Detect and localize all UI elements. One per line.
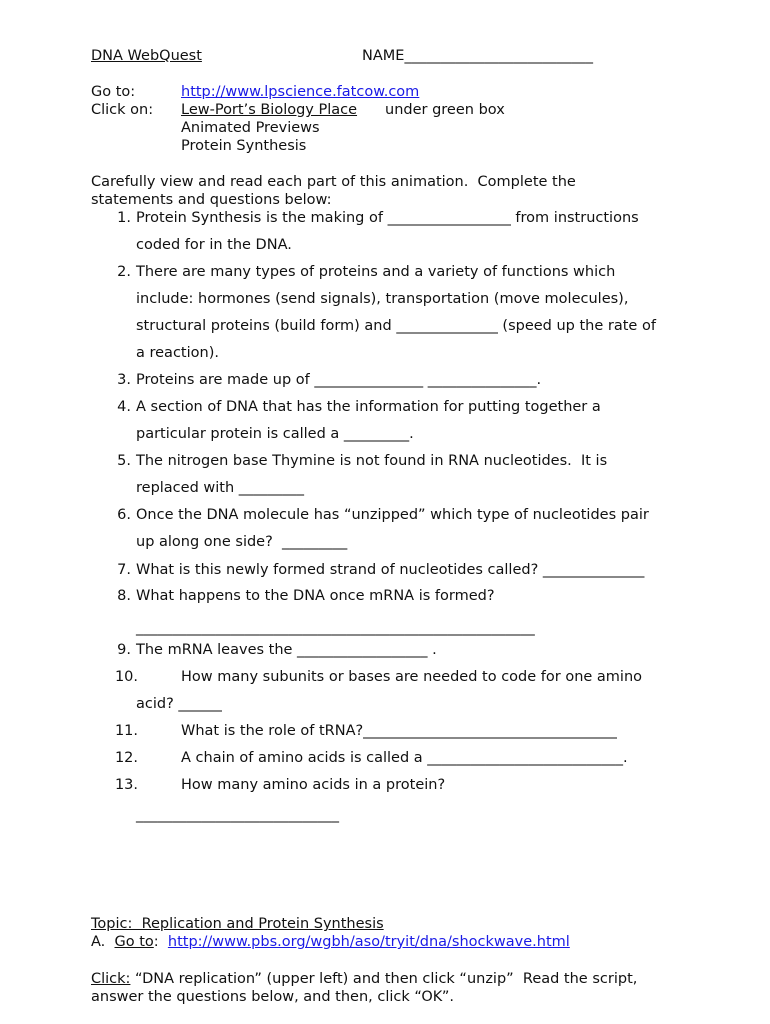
lpscience-link[interactable]: http://www.lpscience.fatcow.com — [181, 84, 420, 100]
question-text: replaced with _________ — [136, 480, 305, 496]
step-a-prefix: A. — [91, 934, 115, 950]
question-number: 8. — [117, 588, 131, 604]
animated-previews-step: Animated Previews — [181, 120, 320, 136]
question-text: What is this newly formed strand of nucleotides called? ______________ — [136, 562, 645, 578]
question-number: 3. — [117, 372, 131, 388]
click-on-label: Click on: — [91, 102, 154, 118]
question-number: 13. — [114, 777, 138, 793]
biology-place-link[interactable]: Lew-Port’s Biology Place — [181, 102, 358, 118]
topic-click-text: “DNA replication” (upper left) and then click “unzip” Read the script, — [130, 971, 638, 987]
topic-click-line — [91, 970, 637, 988]
question-text: a reaction). — [136, 345, 219, 361]
question-text: The mRNA leaves the __________________ . — [136, 642, 437, 658]
question-number: 7. — [117, 562, 131, 578]
question-text: _______________________________________________________ — [136, 620, 535, 636]
question-text: Once the DNA molecule has “unzipped” which type of nucleotides pair — [136, 507, 649, 523]
question-number: 4. — [117, 399, 131, 415]
question-text: A section of DNA that has the information for putting together a — [136, 399, 601, 415]
question-number: 11. — [114, 723, 138, 739]
question-text: What is the role of tRNA?___________________________________ — [181, 723, 617, 739]
pbs-shockwave-link[interactable]: http://www.pbs.org/wgbh/aso/tryit/dna/shockwave.html — [167, 934, 570, 950]
question-text: include: hormones (send signals), transportation (move molecules), — [136, 291, 629, 307]
instructions-line-1: Carefully view and read each part of this animation. Complete the — [91, 174, 576, 190]
goto-label: Go to: — [91, 84, 136, 100]
question-text: coded for in the DNA. — [136, 237, 292, 253]
topic-goto-label: Go to — [114, 934, 154, 950]
question-text: up along one side? _________ — [136, 534, 348, 550]
question-number: 10. — [114, 669, 138, 685]
question-text: How many amino acids in a protein? — [181, 777, 446, 793]
question-text: particular protein is called a _________. — [136, 426, 414, 442]
name-field-label: NAME__________________________ — [362, 48, 593, 64]
topic-click-line-2: answer the questions below, and then, click “OK”. — [91, 989, 454, 1005]
question-text: Protein Synthesis is the making of _________________ from instructions — [136, 210, 639, 226]
question-text: A chain of amino acids is called a ___________________________. — [181, 750, 628, 766]
question-number: 9. — [117, 642, 131, 658]
question-text: What happens to the DNA once mRNA is formed? — [136, 588, 495, 604]
question-continuation: acid? ______ — [136, 696, 222, 712]
topic-click-label: Click: — [91, 971, 131, 987]
question-text: The nitrogen base Thymine is not found in RNA nucleotides. It is — [136, 453, 608, 469]
question-number: 12. — [114, 750, 138, 766]
question-text: Proteins are made up of _______________ _______________. — [136, 372, 542, 388]
topic-goto-colon: : — [153, 934, 168, 950]
question-number: 6. — [117, 507, 131, 523]
question-continuation: ____________________________ — [136, 807, 339, 823]
topic-heading: Topic: Replication and Protein Synthesis — [91, 916, 384, 932]
question-number: 5. — [117, 453, 131, 469]
question-number: 2. — [117, 264, 131, 280]
question-text: There are many types of proteins and a variety of functions which — [136, 264, 616, 280]
protein-synthesis-step: Protein Synthesis — [181, 138, 307, 154]
question-number: 1. — [117, 210, 131, 226]
instructions-line-2: statements and questions below: — [91, 192, 332, 208]
topic-goto-line — [91, 933, 570, 951]
question-text: How many subunits or bases are needed to code for one amino — [181, 669, 643, 685]
green-box-note: under green box — [385, 102, 505, 118]
question-text: structural proteins (build form) and ______________ (speed up the rate of — [136, 318, 656, 334]
worksheet-title: DNA WebQuest — [91, 48, 202, 64]
